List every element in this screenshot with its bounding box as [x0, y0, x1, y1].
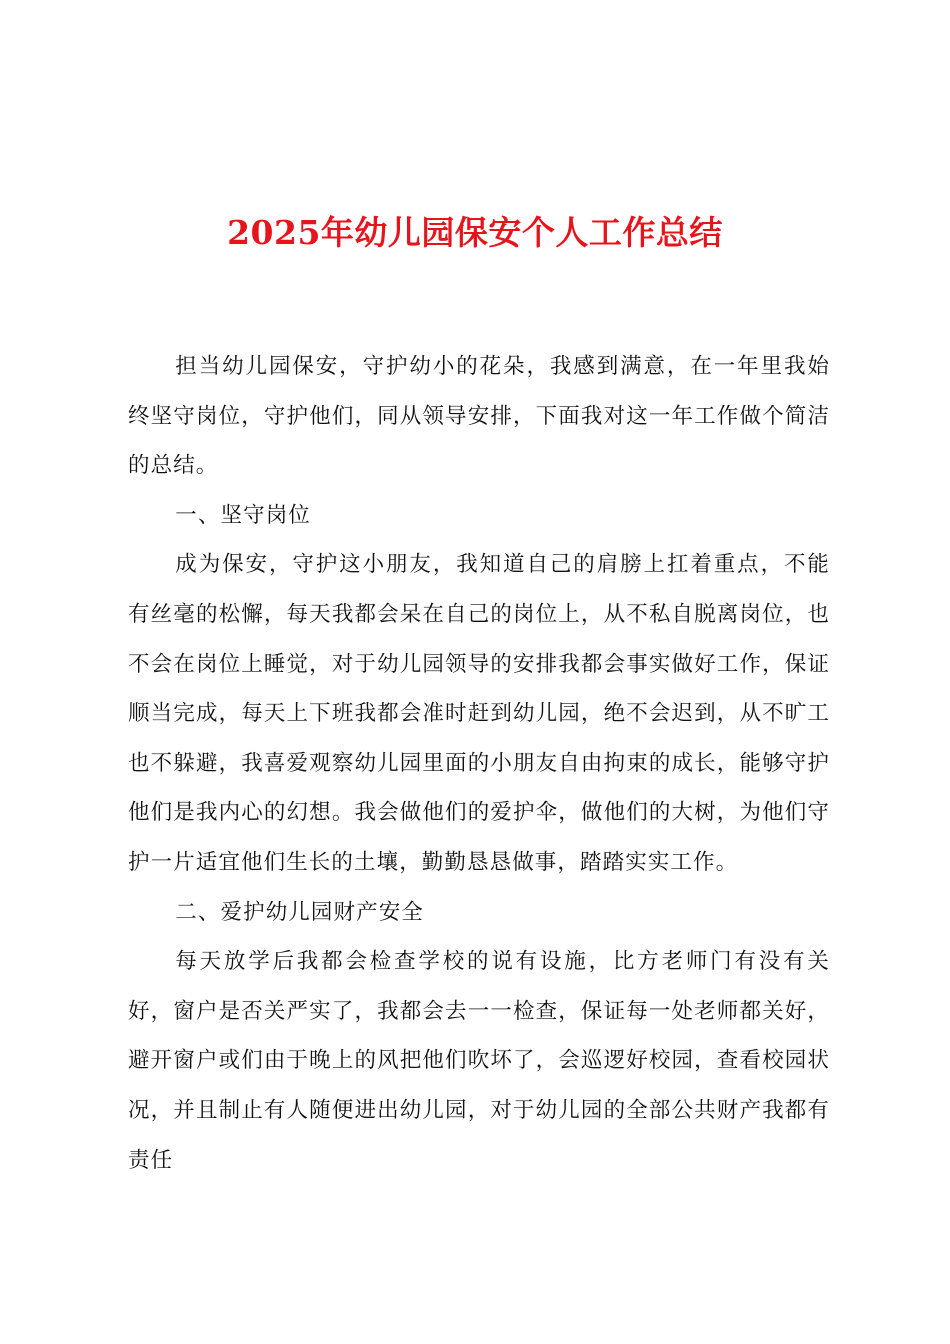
intro-paragraph: 担当幼儿园保安，守护幼小的花朵，我感到满意，在一年里我始终坚守岗位，守护他们，同从领导安排，下面我对这一年工作做个简洁的总结。 — [128, 354, 830, 479]
section-2-paragraph: 每天放学后我都会检查学校的说有设施，比方老师门有没有关好，窗户是否关严实了，我都会去一一检查，保证每一处老师都关好，避开窗户或们由于晚上的风把他们吹坏了，会巡逻好校园，查看校园状况，并且制止有人随便进出幼儿园，对于幼儿园的全部公共财产我都有责任 — [128, 949, 830, 1173]
document-title: 2025年幼儿园保安个人工作总结 — [227, 213, 723, 252]
section-heading-2: 二、爱护幼儿园财产安全 — [175, 899, 424, 925]
document-body — [128, 342, 830, 1185]
section-heading-1: 一、坚守岗位 — [175, 502, 311, 528]
section-1-paragraph: 成为保安，守护这小朋友，我知道自己的肩膀上扛着重点，不能有丝毫的松懈，每天我都会呆在自己的岗位上，从不私自脱离岗位，也不会在岗位上睡觉，对于幼儿园领导的安排我都会事实做好工作，保证顺当完成，每天上下班我都会准时赶到幼儿园，绝不会迟到，从不旷工也不躲避，我喜爱观察幼儿园里面的小朋友自由拘束的成长，能够守护他们是我内心的幻想。我会做他们的爱护伞，做他们的大树，为他们守护一片适宜他们生长的土壤，勤勤恳恳做事，踏踏实实工作。 — [128, 552, 830, 875]
